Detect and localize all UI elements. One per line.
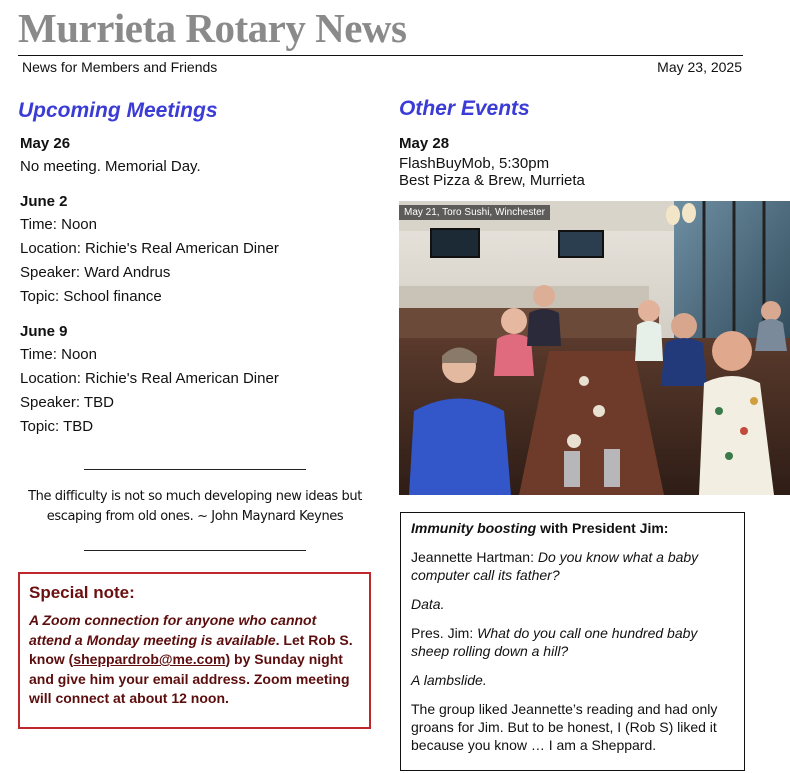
joke-question-text: What do you call one hundred baby sheep rolling down a hill? — [411, 625, 698, 659]
special-note-text: ) by Sunday night and give him your email address. Zoom meeting will connect at about 12 noon. — [29, 651, 350, 706]
event-item — [399, 133, 779, 189]
upcoming-meetings-list — [20, 133, 380, 451]
meeting-detail: Location: Richie's Real American Diner — [20, 370, 279, 387]
email-link[interactable]: sheppardrob@me.com — [73, 651, 226, 667]
other-events-heading: Other Events — [399, 97, 530, 120]
meeting-detail: Time: Noon — [20, 216, 97, 233]
joke-answer: A lambslide. — [411, 672, 487, 688]
special-note-text: . Let Rob S. know ( — [29, 631, 353, 667]
newsletter-title: Murrieta Rotary News — [18, 5, 407, 51]
special-note-title: Special note: — [29, 583, 135, 602]
meeting-date: June 2 — [20, 193, 68, 210]
meeting-date: May 26 — [20, 135, 71, 152]
immunity-title-rest: with President Jim: — [536, 520, 669, 536]
restaurant-photo-illustration — [399, 201, 790, 495]
upcoming-meetings-heading: Upcoming Meetings — [18, 99, 218, 122]
special-note-box — [18, 572, 371, 729]
meeting-detail: Speaker: TBD — [20, 394, 114, 411]
immunity-title — [411, 519, 734, 537]
joke-answer: Data. — [411, 596, 445, 612]
meeting-detail: Speaker: Ward Andrus — [20, 264, 171, 281]
issue-date: May 23, 2025 — [657, 59, 742, 75]
joke-question-text: Do you know what a baby computer call its father? — [411, 549, 699, 583]
joke-speaker: Pres. Jim: — [411, 625, 478, 641]
meeting-item — [20, 321, 380, 439]
event-location: Best Pizza & Brew, Murrieta — [399, 172, 585, 189]
immunity-boosting-box — [400, 512, 745, 771]
meeting-detail: Topic: TBD — [20, 418, 94, 435]
group-photo — [399, 201, 790, 495]
quote-divider-bottom — [84, 550, 306, 551]
joke-question — [411, 548, 734, 584]
event-date: May 28 — [399, 135, 450, 152]
keynes-quote: The difficulty is not so much developing new ideas but escaping from old ones. ~ John Maynard Keynes — [28, 489, 362, 524]
meeting-detail: Location: Richie's Real American Diner — [20, 240, 279, 257]
meeting-detail: Topic: School finance — [20, 288, 162, 305]
immunity-title-italic: Immunity boosting — [411, 520, 537, 536]
event-name: FlashBuyMob, 5:30pm — [399, 155, 550, 172]
joke-speaker: Jeannette Hartman: — [411, 549, 538, 565]
photo-caption: May 21, Toro Sushi, Winchester — [399, 205, 550, 220]
meeting-detail: Time: Noon — [20, 346, 97, 363]
meeting-item — [20, 133, 380, 179]
meeting-detail: No meeting. Memorial Day. — [20, 158, 201, 175]
masthead-divider — [18, 55, 743, 56]
special-note-body — [29, 611, 359, 709]
joke-closing: The group liked Jeannette’s reading and had only groans for Jim. But to be honest, I (Rob S) liked it because you know … I am a Sheppard. — [411, 701, 718, 753]
quote-divider-top — [84, 469, 306, 470]
newsletter-subtitle: News for Members and Friends — [22, 59, 218, 75]
meeting-item — [20, 191, 380, 309]
zoom-availability-text: A Zoom connection for anyone who cannot attend a Monday meeting is available — [29, 612, 317, 648]
joke-question — [411, 624, 734, 660]
meeting-date: June 9 — [20, 323, 68, 340]
